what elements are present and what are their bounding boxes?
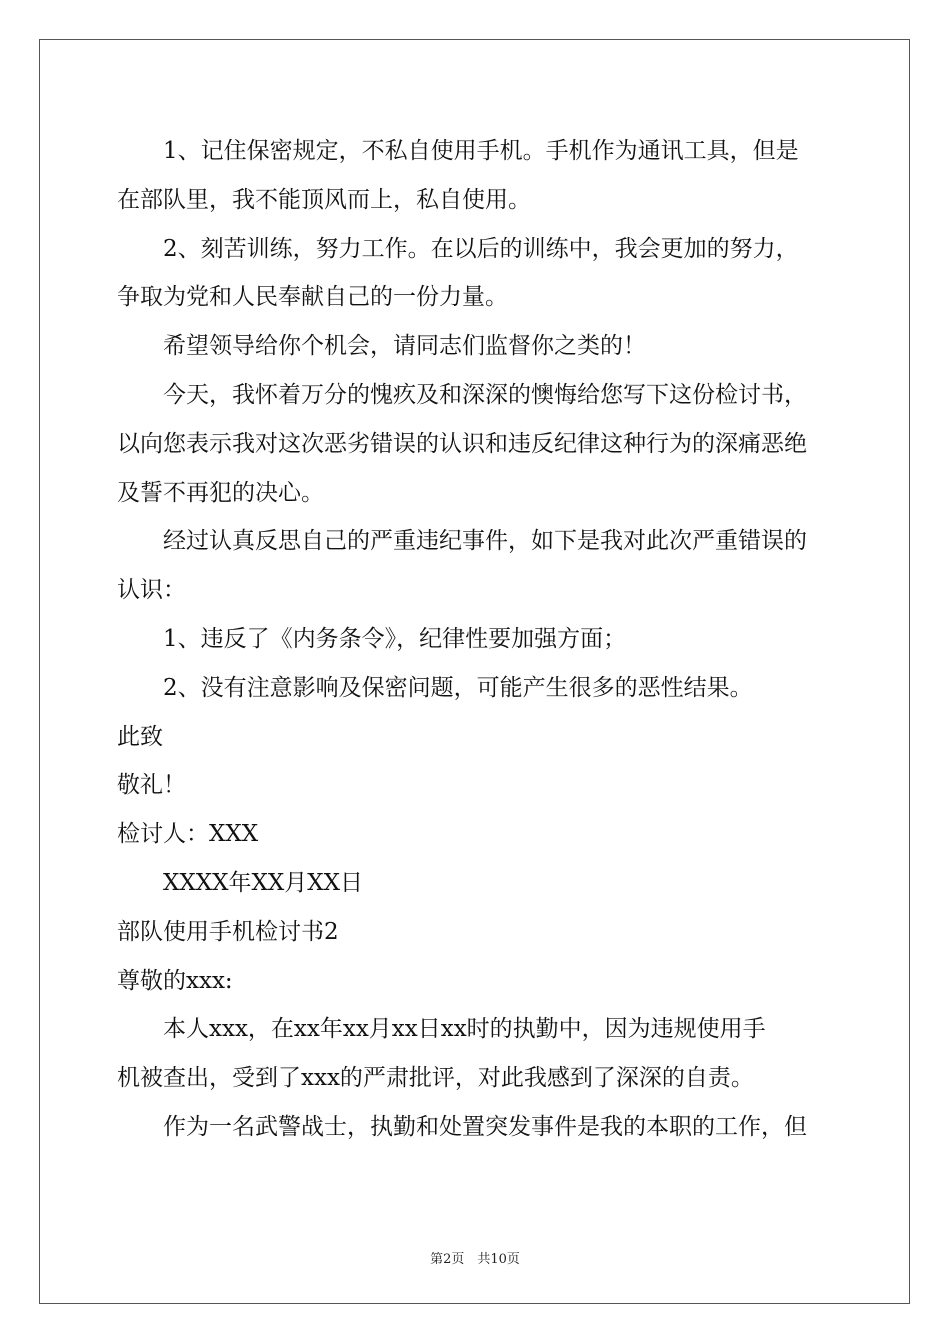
closing-regards: 敬礼！ — [117, 772, 186, 799]
paragraph-line: 2、刻苦训练，努力工作。在以后的训练中，我会更加的努力， — [163, 235, 799, 262]
paragraph-line: 认识： — [117, 577, 186, 604]
paragraph-line: 经过认真反思自己的严重违纪事件，如下是我对此次严重错误的 — [163, 528, 807, 555]
signature-line: 检讨人：XXX — [117, 821, 259, 848]
paragraph-line: 争取为党和人民奉献自己的一份力量。 — [117, 284, 508, 311]
greeting-line: 尊敬的xxx: — [117, 967, 233, 994]
date-line: XXXX年XX月XX日 — [163, 869, 363, 896]
paragraph-line: 今天，我怀着万分的愧疚及和深深的懊悔给您写下这份检讨书， — [163, 381, 807, 408]
paragraph-line: 在部队里，我不能顶风而上，私自使用。 — [117, 186, 531, 213]
paragraph-line: 希望领导给你个机会，请同志们监督你之类的！ — [163, 333, 646, 360]
paragraph-line: 作为一名武警战士，执勤和处置突发事件是我的本职的工作，但 — [163, 1113, 807, 1140]
closing-salutation: 此致 — [117, 723, 163, 750]
paragraph-line: 1、记住保密规定，不私自使用手机。手机作为通讯工具，但是 — [163, 138, 799, 164]
section-title: 部队使用手机检讨书2 — [117, 918, 339, 945]
paragraph-line: 及誓不再犯的决心。 — [117, 479, 324, 506]
list-item: 1、违反了《内务条令》，纪律性要加强方面； — [163, 625, 627, 652]
paragraph-line: 以向您表示我对这次恶劣错误的认识和违反纪律这种行为的深痛恶绝 — [117, 430, 807, 457]
list-item: 2、没有注意影响及保密问题，可能产生很多的恶性结果。 — [163, 674, 753, 701]
page-number: 第2页 共10页 — [430, 1252, 520, 1267]
document-body — [117, 127, 837, 1152]
paragraph-line: 本人xxx，在xx年xx月xx日xx时的执勤中，因为违规使用手 — [163, 1016, 766, 1043]
paragraph-line: 机被查出，受到了xxx的严肃批评，对此我感到了深深的自责。 — [117, 1065, 754, 1092]
